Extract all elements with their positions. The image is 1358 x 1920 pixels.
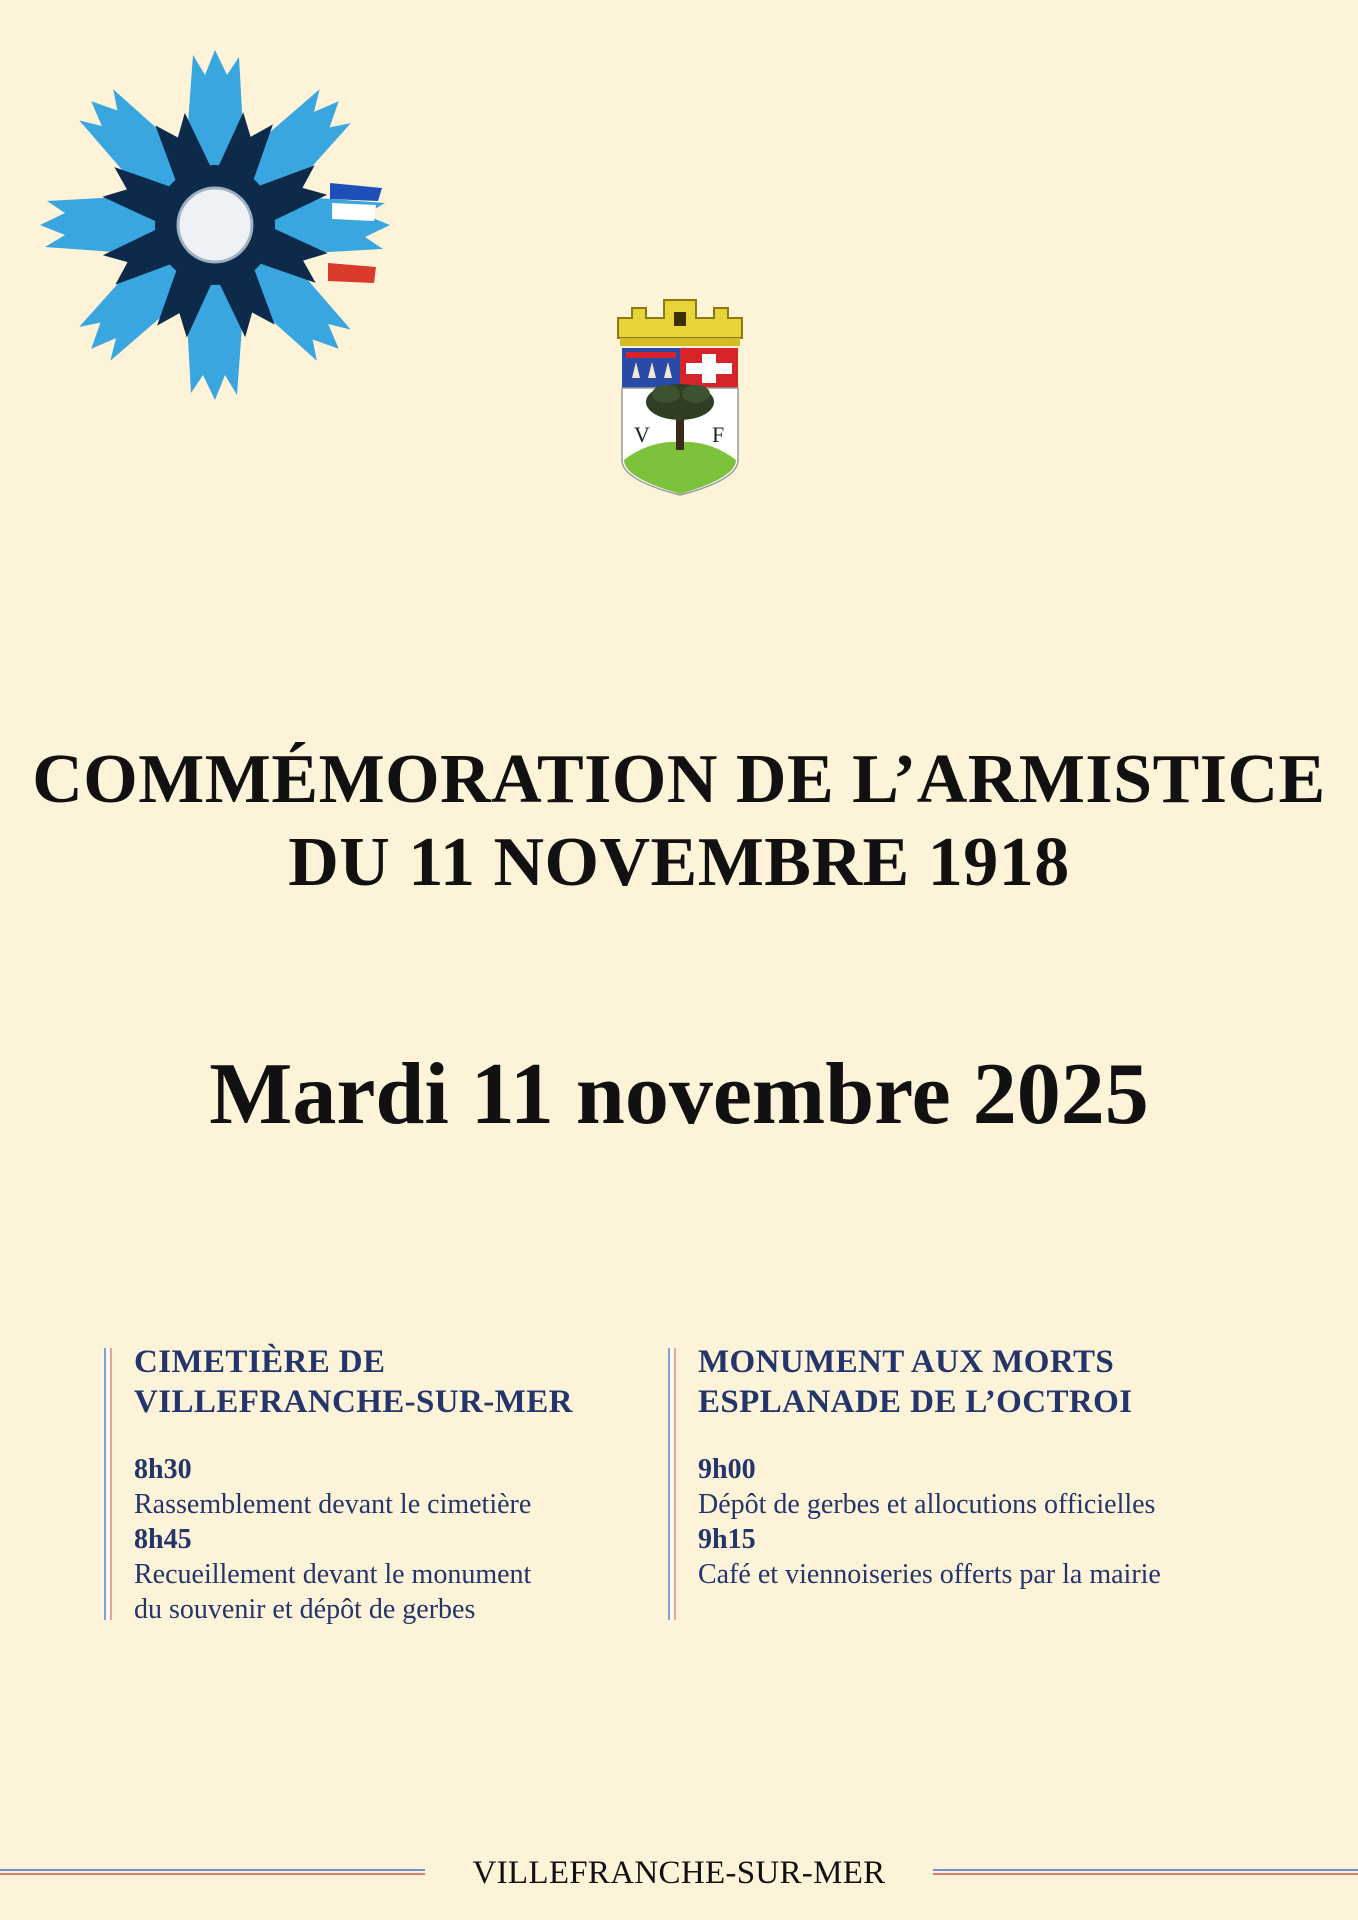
schedule-description: Recueillement devant le monument	[134, 1559, 532, 1590]
location-heading-line-2: VILLEFRANCHE-SUR-MER	[134, 1384, 573, 1420]
location-heading-line-1: MONUMENT AUX MORTS	[698, 1344, 1115, 1380]
tricolor-rule	[668, 1348, 676, 1620]
schedule-time: 8h45	[134, 1524, 192, 1555]
ribbon-white-icon	[332, 203, 376, 221]
tricolor-rule	[104, 1348, 112, 1620]
footer-town-name: VILLEFRANCHE-SUR-MER	[472, 1855, 886, 1891]
schedule-description: Dépôt de gerbes et allocutions officielles	[698, 1489, 1156, 1520]
poster-title-line-1: COMMÉMORATION DE L’ARMISTICE	[32, 741, 1326, 818]
schedule-entries	[134, 1452, 694, 1627]
schedule-description: du souvenir et dépôt de gerbes	[134, 1594, 476, 1625]
cornflower-center	[178, 188, 252, 262]
location-heading-line-1: CIMETIÈRE DE	[134, 1344, 386, 1380]
schedule-description: Rassemblement devant le cimetière	[134, 1489, 532, 1520]
cornflower-emblem	[30, 25, 390, 425]
ribbon-red-icon	[328, 263, 376, 283]
schedule-entries	[698, 1452, 1258, 1592]
town-coat-of-arms	[610, 290, 750, 505]
schedule-time: 9h15	[698, 1524, 756, 1555]
schedule-time: 9h00	[698, 1454, 756, 1485]
ribbon-blue-icon	[330, 183, 382, 201]
mural-crown-icon	[618, 300, 742, 346]
crest-letter-v: V	[634, 422, 650, 447]
footer	[0, 1847, 1358, 1897]
location-heading-line-2: ESPLANADE DE L’OCTROI	[698, 1384, 1133, 1420]
location-body	[698, 1342, 1258, 1592]
location-heading	[698, 1342, 1258, 1422]
location-heading	[134, 1342, 694, 1422]
schedule-time: 8h30	[134, 1454, 192, 1485]
poster-title-line-2: DU 11 NOVEMBRE 1918	[288, 824, 1070, 901]
location-body	[134, 1342, 694, 1627]
event-date: Mardi 11 novembre 2025	[209, 1046, 1149, 1143]
schedule-description: Café et viennoiseries offerts par la mairie	[698, 1559, 1161, 1590]
crest-letter-f: F	[712, 422, 725, 447]
